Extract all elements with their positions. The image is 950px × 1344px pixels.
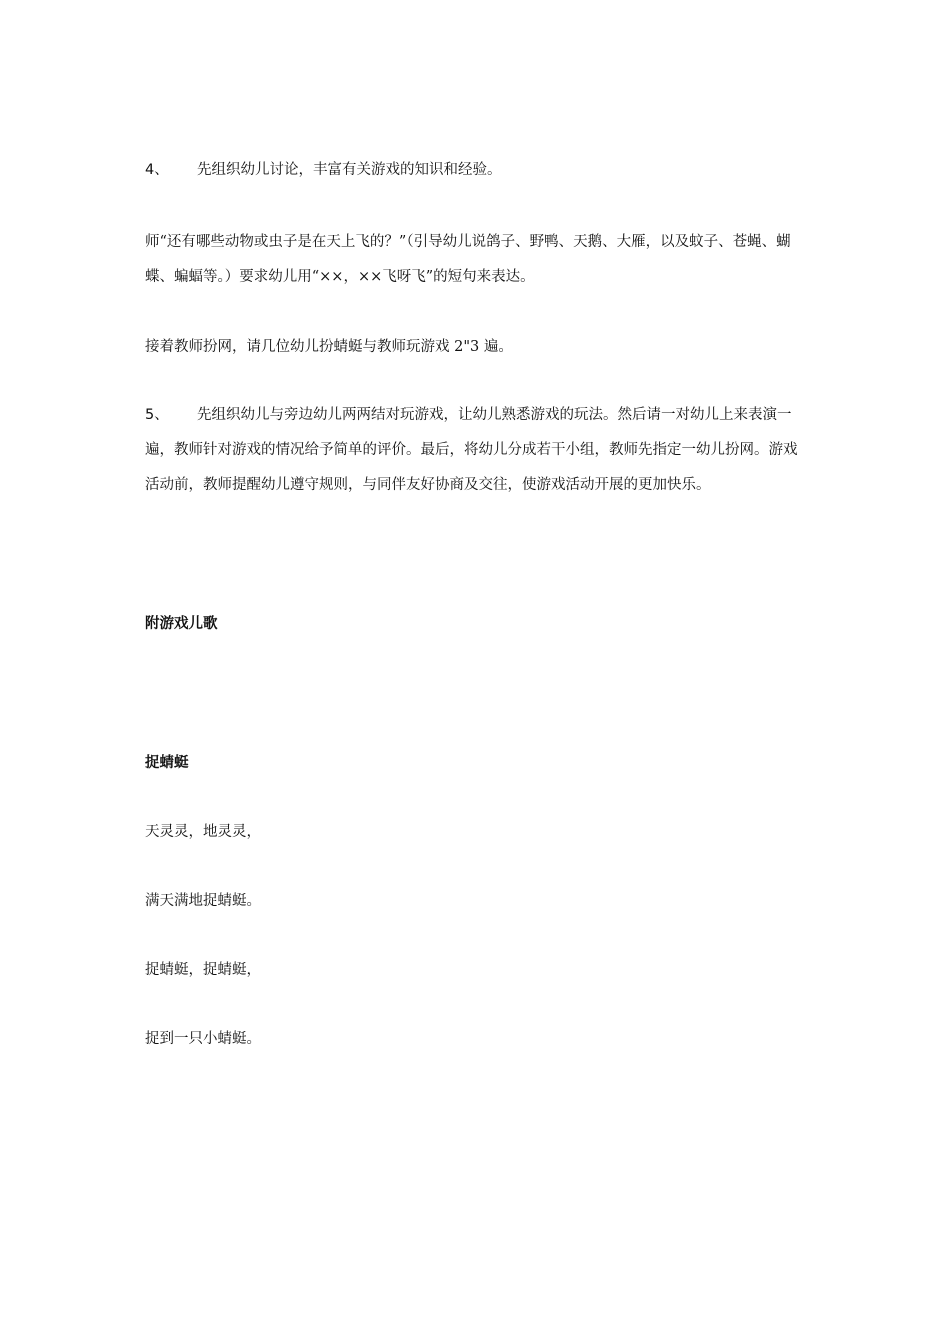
song-line: 满天满地捉蜻蜓。 [145,893,261,909]
step-4-text: 先组织幼儿讨论，丰富有关游戏的知识和经验。 [197,162,502,178]
teacher-question-paragraph: 师“还有哪些动物或虫子是在天上飞的？”（引导幼儿说鸽子、野鸭、天鹅、大雁，以及蚊子、苍蝇、蝴蝶、蝙蝠等。）要求幼儿用“××，××飞呀飞”的短句来表达。 [145,234,791,285]
song-title: 捉蜻蜓 [145,754,189,771]
step-4-paragraph [145,153,810,188]
step-5-paragraph [145,398,810,503]
song-line: 天灵灵，地灵灵， [145,824,261,840]
step-4-number: 4、 [145,162,169,178]
teacher-net-paragraph: 接着教师扮网，请几位幼儿扮蜻蜓与教师玩游戏 2"3 遍。 [145,339,513,355]
step-5-text: 先组织幼儿与旁边幼儿两两结对玩游戏，让幼儿熟悉游戏的玩法。然后请一对幼儿上来表演一遍，教师针对游戏的情况给予简单的评价。最后，将幼儿分成若干小组，教师先指定一幼儿扮网。游戏活动前，教师提醒幼儿遵守规则，与同伴友好协商及交往，使游戏活动开展的更加快乐。 [145,407,798,493]
step-5-number: 5、 [145,407,169,423]
song-line: 捉蜻蜓，捉蜻蜓， [145,962,261,978]
song-line: 捉到一只小蜻蜓。 [145,1031,261,1047]
appendix-heading: 附游戏儿歌 [145,615,218,632]
